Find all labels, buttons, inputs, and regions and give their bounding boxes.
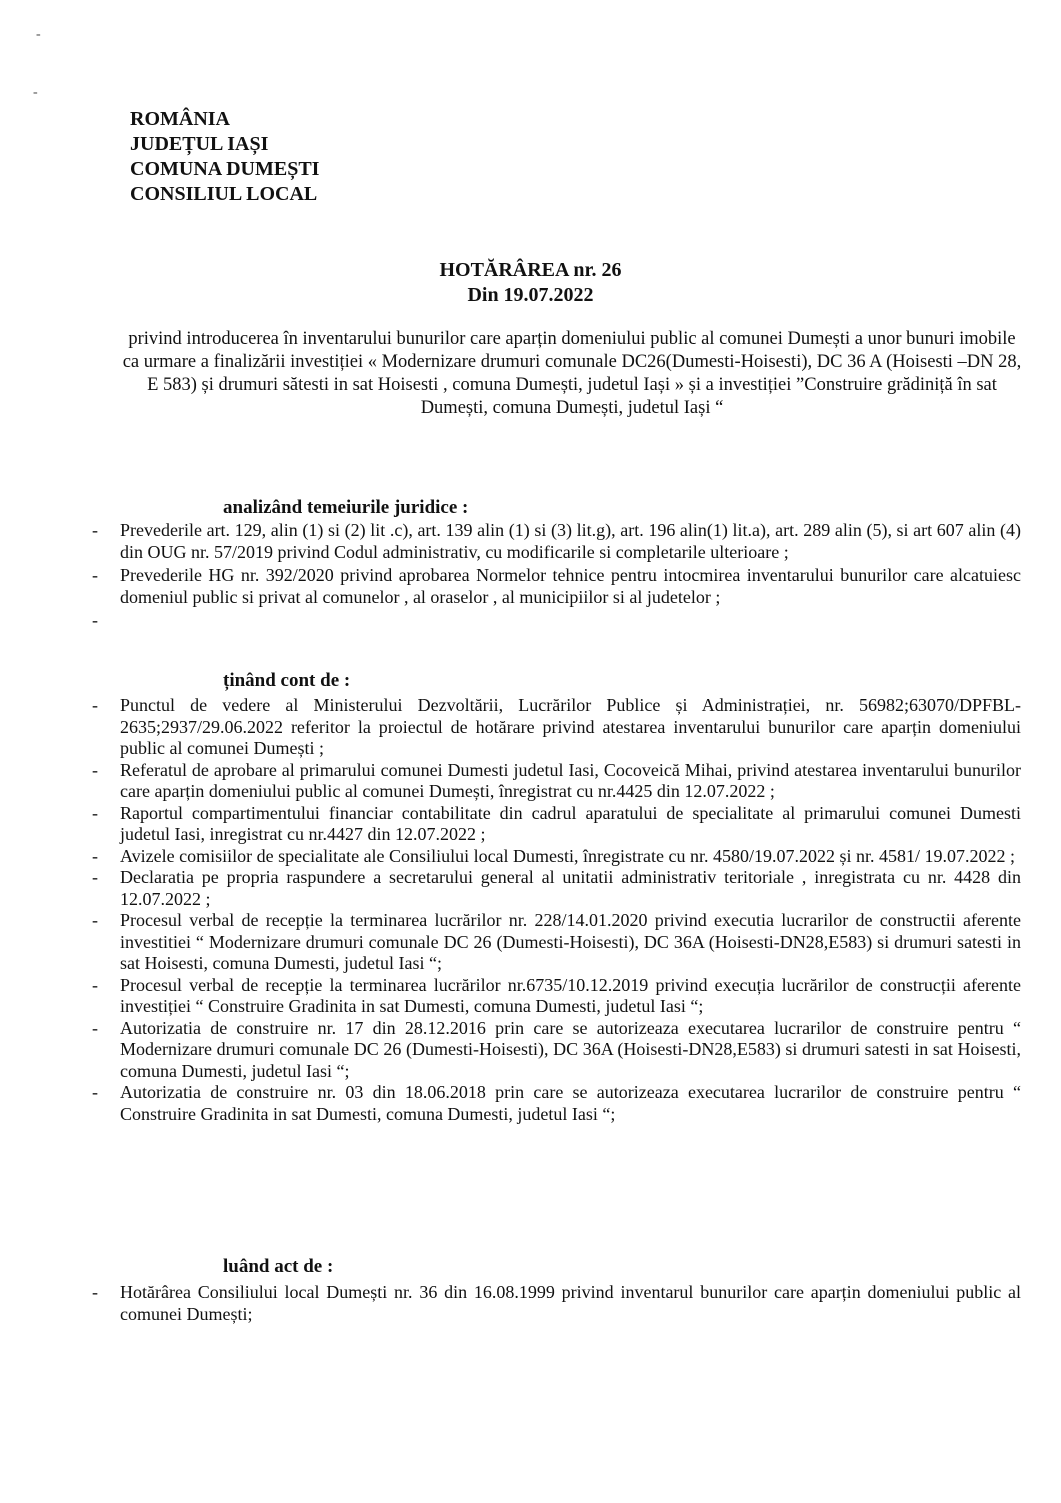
list-item <box>0 1282 1061 1325</box>
list-item <box>0 1018 1061 1083</box>
list-dash: - <box>92 695 98 715</box>
list-dash: - <box>92 867 98 887</box>
list-dash: - <box>92 565 98 585</box>
header-county: JUDEȚUL IAȘI <box>130 133 269 155</box>
section-heading-considering: ținând cont de : <box>223 670 351 691</box>
margin-mark: - <box>33 85 38 100</box>
list-dash: - <box>92 759 98 780</box>
header-commune: COMUNA DUMEȘTI <box>130 158 320 180</box>
issuer-header <box>130 107 319 207</box>
list-item <box>0 520 1061 563</box>
list-item-text: Raportul compartimentului financiar contabilitate din cadrul aparatului de specialitate al primarului comunei Dumesti judetul Iasi, inregistrat cu nr.4427 din 12.07.2022 ; <box>120 802 1021 844</box>
header-council: CONSILIUL LOCAL <box>130 183 318 205</box>
list-dash: - <box>92 1017 98 1038</box>
list-item-text: Declaratia pe propria raspundere a secretarului general al unitatii administrativ teritoriale , inregistrata cu nr. 4428 din 12.07.2022 ; <box>120 867 1021 909</box>
decision-date: Din 19.07.2022 <box>467 284 594 306</box>
list-item <box>0 1082 1061 1125</box>
legal-basis-list <box>0 520 1061 631</box>
list-item-text: Prevederile art. 129, alin (1) si (2) lit .c), art. 139 alin (1) si (3) lit.g), art. 196 alin(1) lit.a), art. 289 alin (5), si art 607 alin (4) din OUG nr. 57/2019 privind Codul administrativ, cu modificarile si completarile ulterioare ; <box>120 520 1021 562</box>
list-dash: - <box>92 974 98 995</box>
header-country: ROMÂNIA <box>130 108 230 130</box>
list-item <box>0 565 1061 608</box>
taking-note-list <box>0 1282 1061 1325</box>
list-item-text: Procesul verbal de recepție la terminarea lucrărilor nr.6735/10.12.2019 privind execuția lucrărilor de construcții aferente investiției “ Construire Gradinita in sat Dumesti, comuna Dumesti, judetul Iasi “; <box>120 974 1021 1016</box>
list-dash: - <box>92 802 98 823</box>
list-item-text: Punctul de vedere al Ministerului Dezvoltării, Lucrărilor Publice și Administrației, nr. 56982;63070/DPFBL-2635;2937/29.06.2022 referitor la proiectul de hotărare privind atestarea inventarului bunurilor care aparțin domeniului public al comunei Dumești ; <box>120 695 1021 758</box>
list-dash: - <box>92 1282 98 1302</box>
list-item <box>0 803 1061 846</box>
list-item-text: Referatul de aprobare al primarului comunei Dumesti judetul Iasi, Cocoveică Mihai, privind atestarea inventarului bunurilor care aparțin domeniului public al comunei Dumești, înregistrat cu nr.4425 din 12.07.2022 ; <box>120 759 1021 801</box>
list-item <box>0 846 1061 868</box>
list-item-text: Autorizatia de construire nr. 17 din 28.12.2016 prin care se autorizeaza executarea lucrarilor de construire pentru “ Modernizare drumuri comunale DC 26 (Dumesti-Hoisesti), DC 36A (Hoisesti-DN28,E583) si drumuri satesti in sat Hoisesti, comuna Dumesti, judetul Iasi “; <box>120 1017 1021 1081</box>
list-item-text: Autorizatia de construire nr. 03 din 18.06.2018 prin care se autorizeaza executarea lucrarilor de construire pentru “ Construire Gradinita in sat Dumesti, comuna Dumesti, judetul Iasi “; <box>120 1082 1021 1124</box>
list-item <box>0 695 1061 760</box>
list-item-text: Hotărârea Consiliului local Dumești nr. 36 din 16.08.1999 privind inventarul bunurilor care aparțin domeniului public al comunei Dumești; <box>120 1282 1021 1324</box>
list-dash: - <box>92 610 98 630</box>
list-dash: - <box>92 1082 98 1102</box>
list-item <box>0 975 1061 1018</box>
list-dash: - <box>92 520 98 540</box>
list-dash: - <box>92 845 98 866</box>
list-item-text: Prevederile HG nr. 392/2020 privind aprobarea Normelor tehnice pentru intocmirea inventarului bunurilor care alcatuiesc domeniul public si privat al comunelor , al oraselor , al municipiilor si al judetelor ; <box>120 565 1021 607</box>
list-item <box>0 610 1061 631</box>
considering-list <box>0 695 1061 1125</box>
margin-mark: - <box>36 27 41 42</box>
section-heading-taking-note: luând act de : <box>223 1256 334 1277</box>
decision-title: HOTĂRÂREA nr. 26 <box>439 259 622 281</box>
list-item <box>0 910 1061 975</box>
list-item <box>0 867 1061 910</box>
decision-subject: privind introducerea în inventarului bunurilor care aparțin domeniului public al comunei Dumești a unor bunuri imobile ca urmare a finalizării investiției « Modernizare drumuri comunale DC26(Dumesti-Hoisesti), DC 36 A (Hoisesti –DN 28, E 583) și drumuri sătesti in sat Hoisesti , comuna Dumești, judetul Iași » și a investiției ”Construire grădiniță în sat Dumești, comuna Dumești, judetul Iași “ <box>122 329 1022 418</box>
list-item-text: Procesul verbal de recepție la terminarea lucrărilor nr. 228/14.01.2020 privind executia lucrarilor de constructii aferente investitiei “ Modernizare drumuri comunale DC 26 (Dumesti-Hoisesti), DC 36A (Hoisesti-DN28,E583) si drumuri satesti in sat Hoisesti, comuna Dumesti, judetul Iasi “; <box>120 910 1021 973</box>
list-item-text: Avizele comisiilor de specialitate ale Consiliului local Dumesti, înregistrate cu nr. 4580/19.07.2022 și nr. 4581/ 19.07.2022 ; <box>120 845 1016 866</box>
list-item <box>0 760 1061 803</box>
list-dash: - <box>92 910 98 930</box>
section-heading-legal-basis: analizând temeiurile juridice : <box>223 497 469 518</box>
